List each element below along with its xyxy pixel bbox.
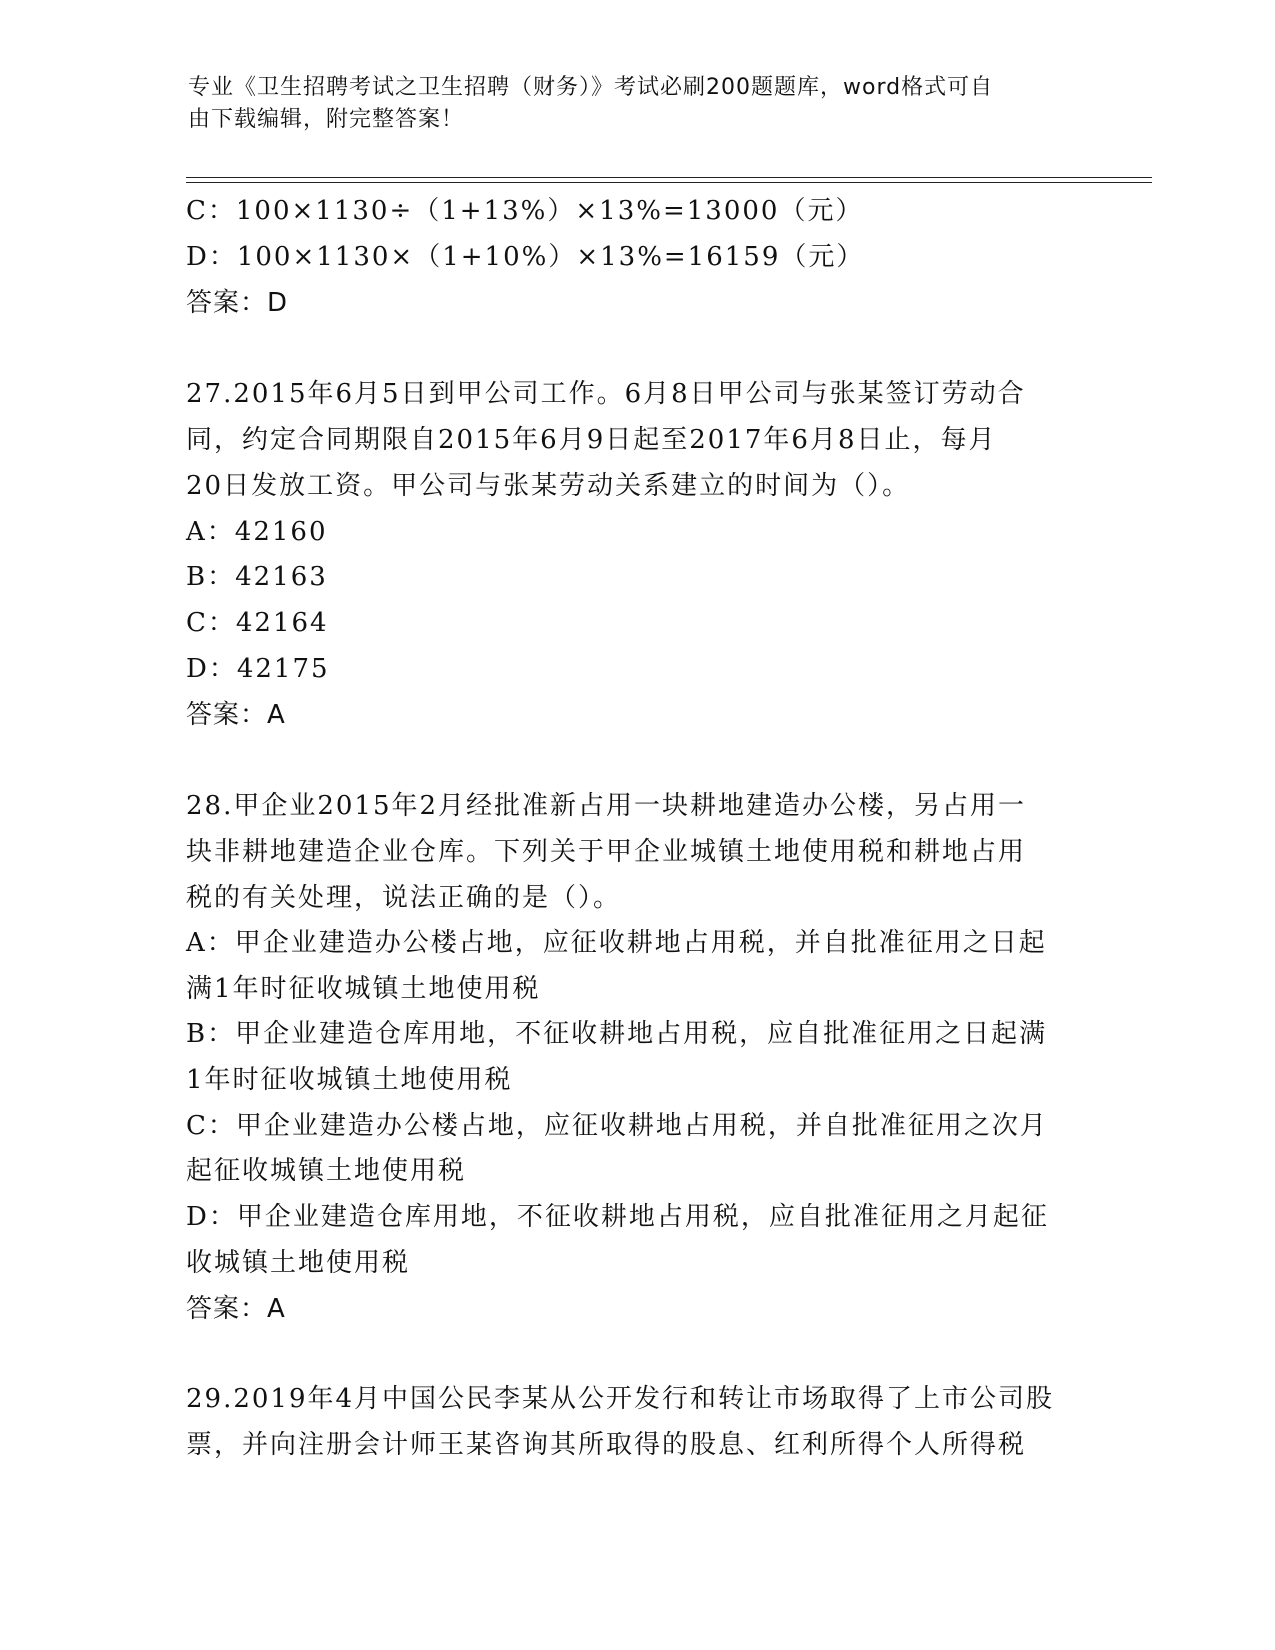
question-28-option-b-line-1: B：甲企业建造仓库用地，不征收耕地占用税，应自批准征用之日起满 [186, 1019, 1048, 1049]
header-divider-top [186, 177, 1152, 178]
header-line-2: 由下载编辑，附完整答案！ [188, 107, 465, 132]
question-27-line-1: 27.2015年6月5日到甲公司工作。6月8日甲公司与张某签订劳动合 [186, 379, 1026, 409]
question-28-answer: 答案：A [186, 1294, 286, 1324]
question-28-option-d-line-1: D：甲企业建造仓库用地，不征收耕地占用税，应自批准征用之月起征 [186, 1202, 1049, 1232]
question-28-option-d-line-2: 收城镇土地使用税 [186, 1248, 411, 1278]
question-28-option-b-line-2: 1年时征收城镇土地使用税 [186, 1065, 513, 1095]
question-27-line-3: 20日发放工资。甲公司与张某劳动关系建立的时间为（）。 [186, 471, 911, 501]
question-27-answer: 答案：A [186, 700, 286, 730]
option-c: C：100×1130÷（1+13%）×13%=13000（元） [186, 196, 864, 226]
question-27-option-d: D：42175 [186, 654, 330, 684]
answer: 答案：D [186, 288, 289, 318]
question-29-line-2: 票，并向注册会计师王某咨询其所取得的股息、红利所得个人所得税 [186, 1430, 1027, 1460]
question-29-line-1: 29.2019年4月中国公民李某从公开发行和转让市场取得了上市公司股 [186, 1384, 1055, 1414]
question-27-option-c: C：42164 [186, 608, 329, 638]
question-28-line-3: 税的有关处理，说法正确的是（）。 [186, 883, 622, 913]
question-27-option-b: B：42163 [186, 562, 328, 592]
option-d: D：100×1130×（1+10%）×13%=16159（元） [186, 242, 865, 272]
header-line-1: 专业《卫生招聘考试之卫生招聘（财务）》考试必刷200题题库，word格式可自 [188, 75, 994, 100]
question-28-option-a-line-1: A：甲企业建造办公楼占地，应征收耕地占用税，并自批准征用之日起 [186, 928, 1047, 958]
document-header [188, 72, 1068, 136]
question-27-line-2: 同，约定合同期限自2015年6月9日起至2017年6月8日止，每月 [186, 425, 997, 455]
question-28-option-a-line-2: 满1年时征收城镇土地使用税 [186, 974, 541, 1004]
question-28-line-1: 28.甲企业2015年2月经批准新占用一块耕地建造办公楼，另占用一 [186, 791, 1027, 821]
question-28-option-c-line-2: 起征收城镇土地使用税 [186, 1156, 467, 1186]
header-divider-bottom [186, 182, 1152, 183]
question-27-option-a: A：42160 [186, 517, 328, 547]
question-28-line-2: 块非耕地建造企业仓库。下列关于甲企业城镇土地使用税和耕地占用 [186, 837, 1027, 867]
question-28-option-c-line-1: C：甲企业建造办公楼占地，应征收耕地占用税，并自批准征用之次月 [186, 1111, 1048, 1141]
